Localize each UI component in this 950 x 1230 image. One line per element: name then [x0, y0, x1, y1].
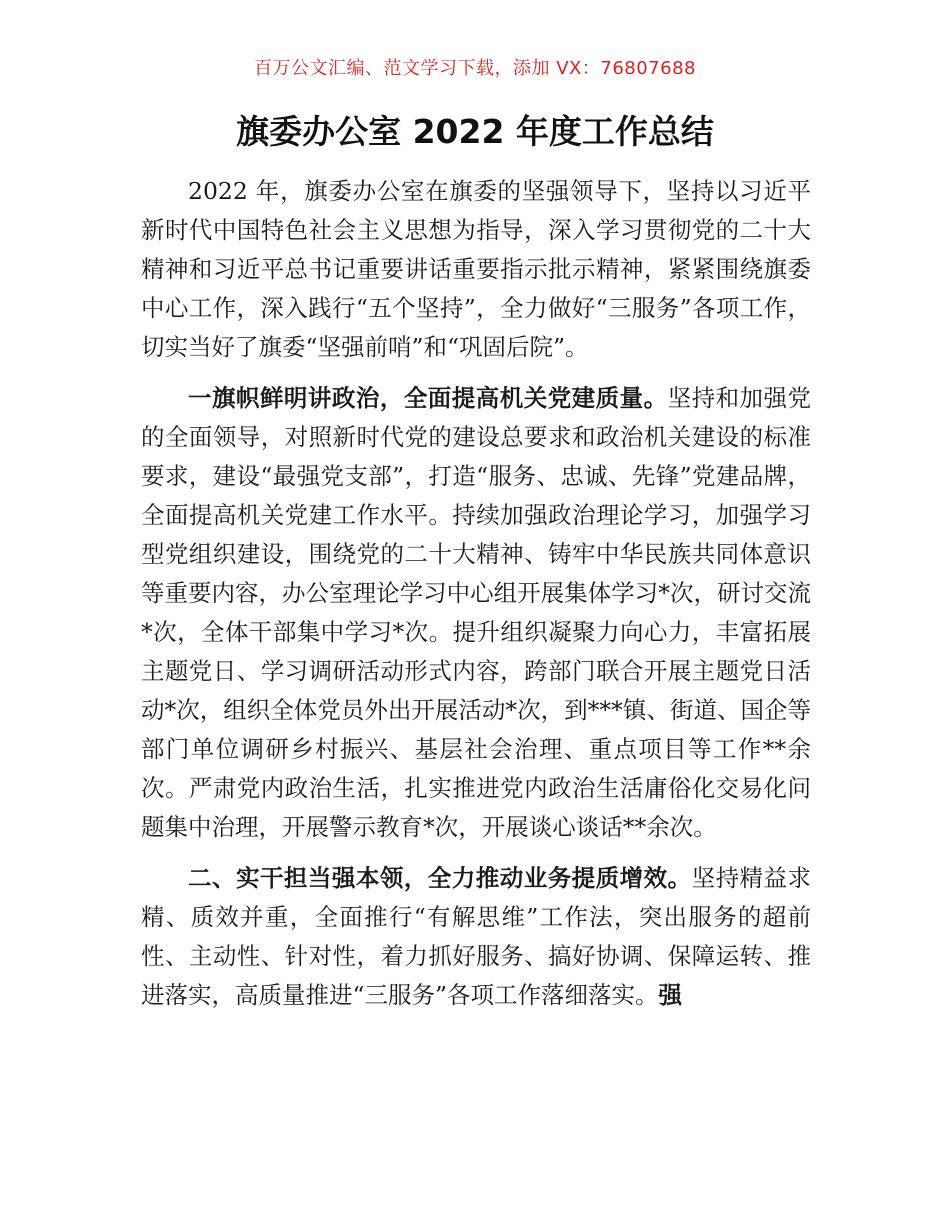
section-heading: 一旗帜鲜明讲政治，全面提高机关党建质量。: [188, 384, 668, 412]
paragraph-intro: [141, 172, 811, 367]
paragraph-section-1: [141, 379, 811, 847]
paragraph-text: 2022 年，旗委办公室在旗委的坚强领导下，坚持以习近平新时代中国特色社会主义思想为指导，深入学习贯彻党的二十大精神和习近平总书记重要讲话重要指示批示精神，紧紧围绕旗委中心工作，深入践行“五个坚持”，全力做好“三服务”各项工作，切实当好了旗委“坚强前哨”和“巩固后院”。: [141, 177, 811, 361]
document-body: [141, 172, 811, 1027]
continued-heading-fragment: 强: [658, 981, 683, 1009]
paragraph-text: 坚持精益求精、质效并重，全面推行“有解思维”工作法，突出服务的超前性、主动性、针对性，着力抓好服务、搞好协调、保障运转、推进落实，高质量推进“三服务”各项工作落细落实。: [141, 864, 812, 1009]
paragraph-text: 坚持和加强党的全面领导，对照新时代党的建设总要求和政治机关建设的标准要求，建设“最强党支部”，打造“服务、忠诚、先锋”党建品牌，全面提高机关党建工作水平。持续加强政治理论学习，加强学习型党组织建设，围绕党的二十大精神、铸牢中华民族共同体意识等重要内容，办公室理论学习中心组开展集体学习*次，研讨交流*次，全体干部集中学习*次。提升组织凝聚力向心力，丰富拓展主题党日、学习调研活动形式内容，跨部门联合开展主题党日活动*次，组织全体党员外出开展活动*次，到***镇、街道、国企等部门单位调研乡村振兴、基层社会治理、重点项目等工作**余次。严肃党内政治生活，扎实推进党内政治生活庸俗化交易化问题集中治理，开展警示教育*次，开展谈心谈话**余次。: [141, 384, 812, 841]
paragraph-section-2: [141, 859, 811, 1015]
document-title: 旗委办公室 2022 年度工作总结: [236, 112, 714, 151]
section-heading: 二、实干担当强本领，全力推动业务提质增效。: [188, 864, 692, 892]
watermark-header: 百万公文汇编、范文学习下载，添加 VX：76807688: [254, 58, 696, 79]
